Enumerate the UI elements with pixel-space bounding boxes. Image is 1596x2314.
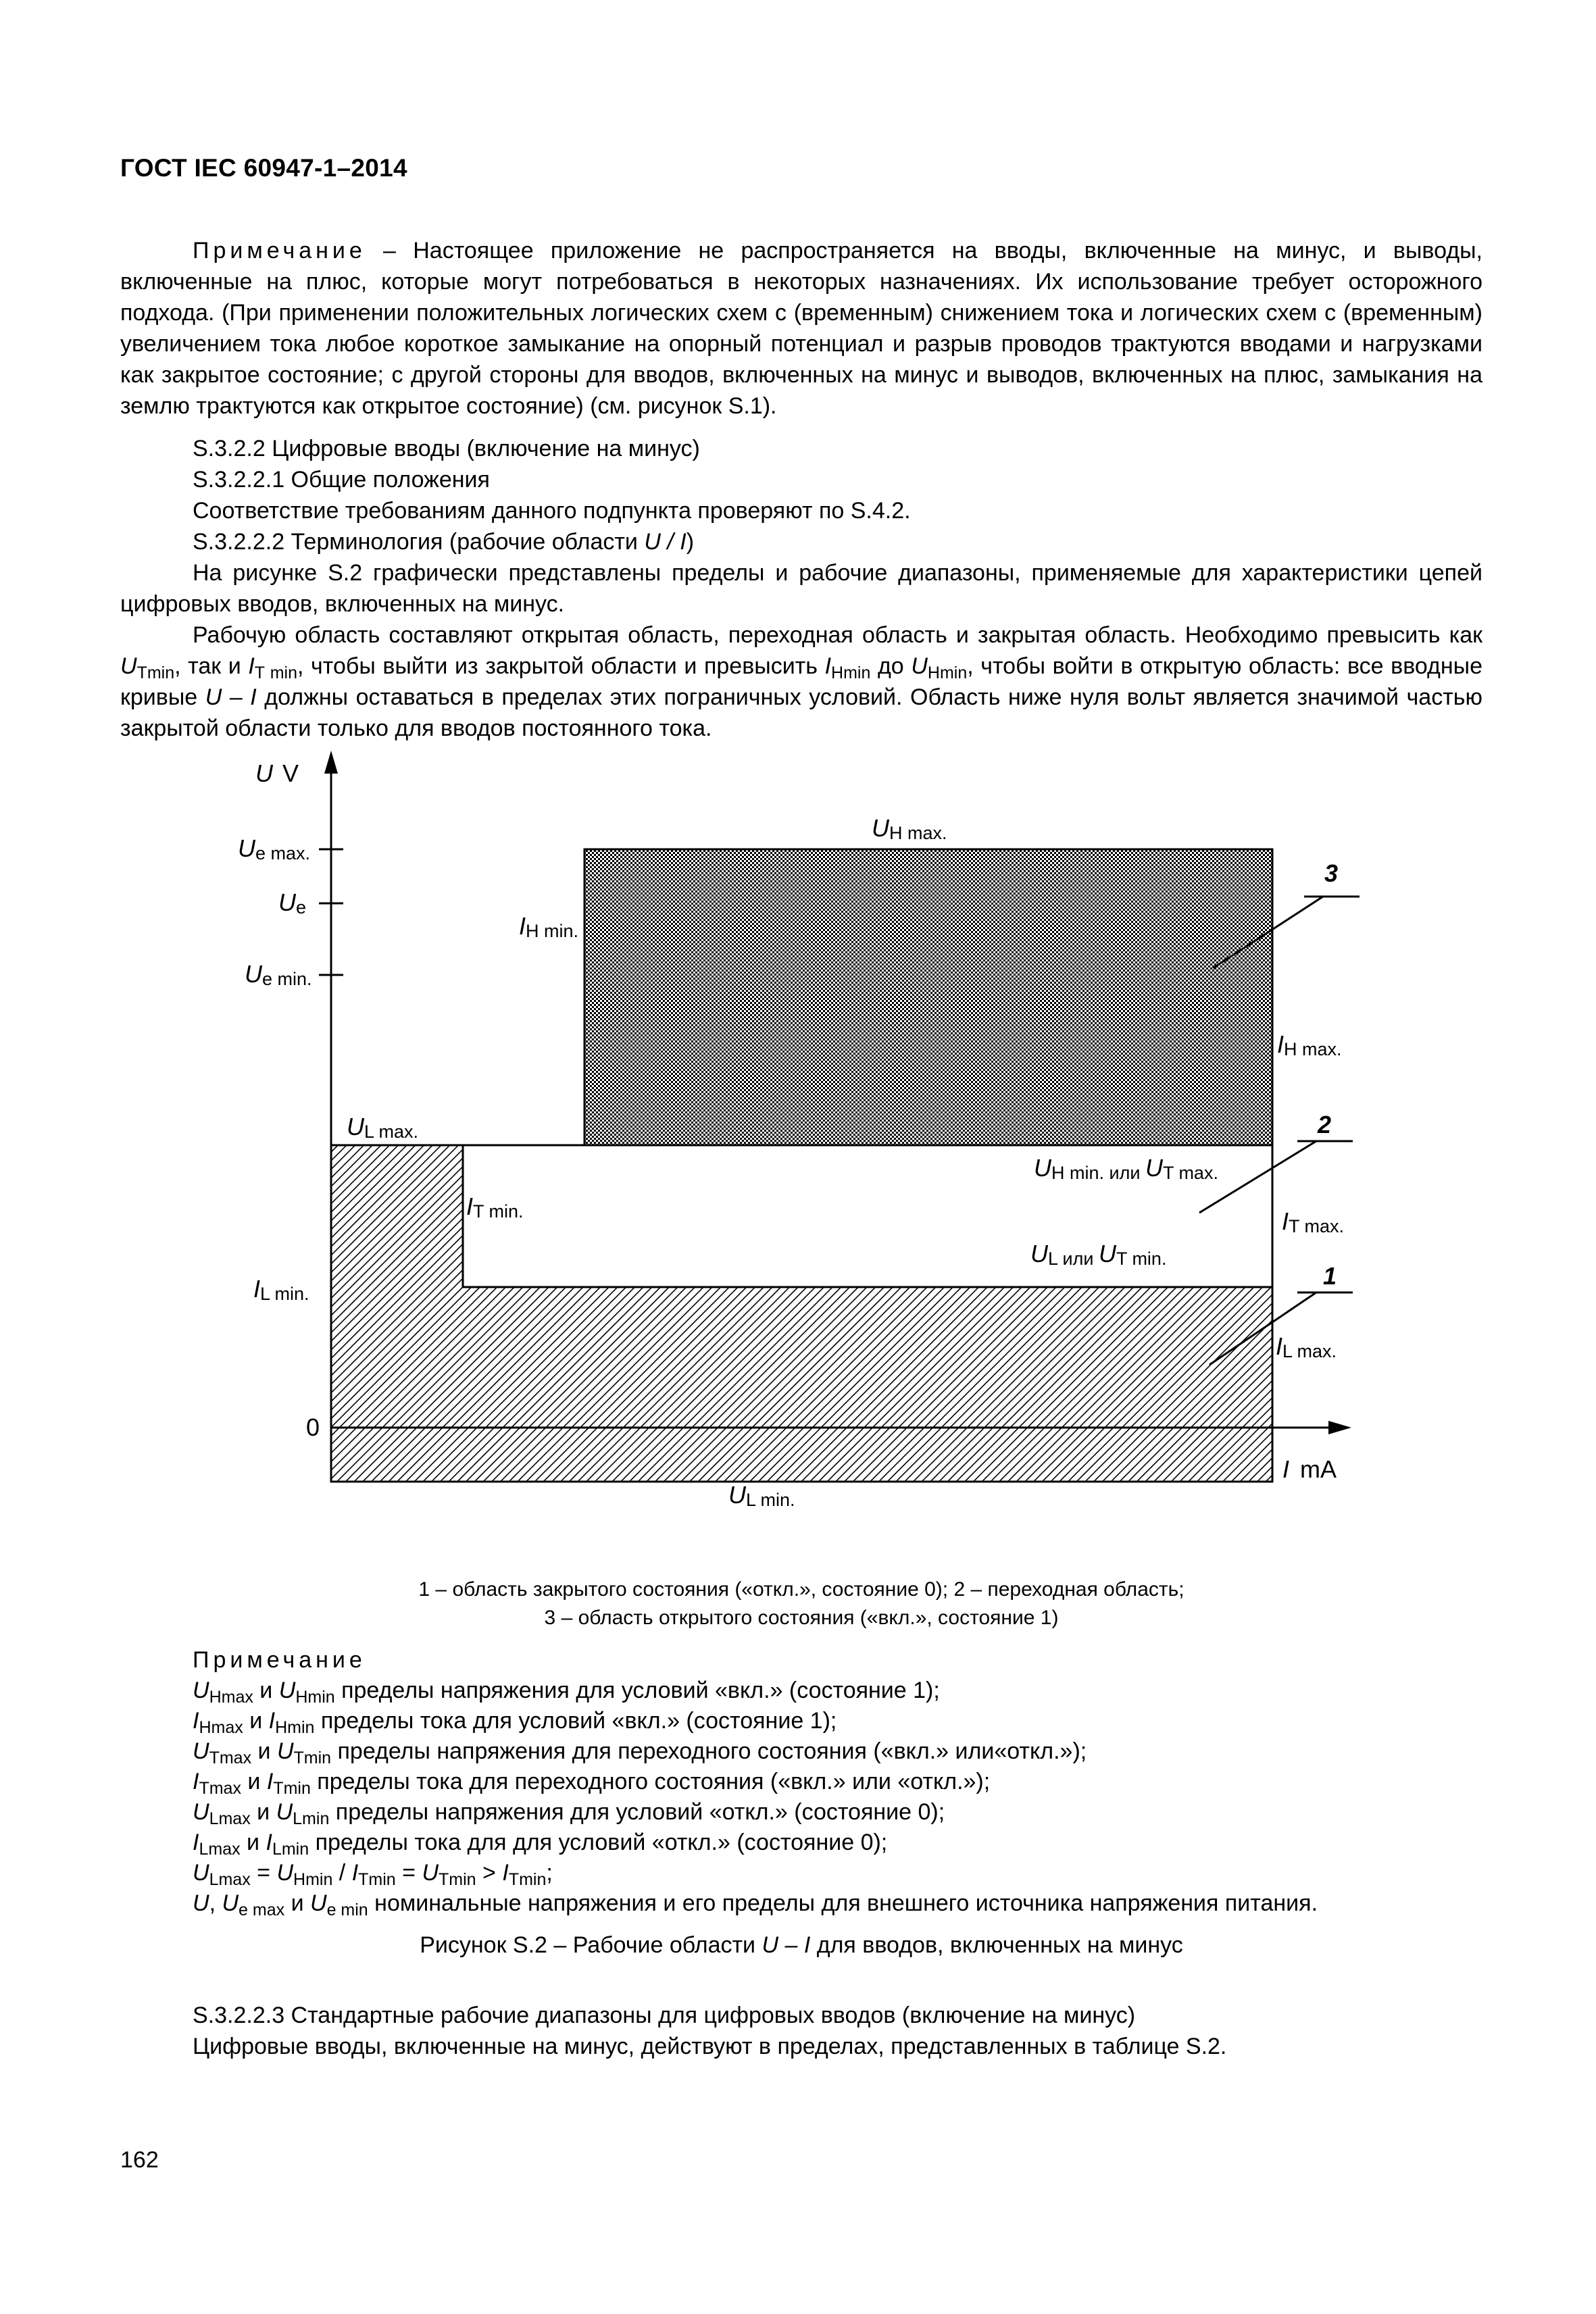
closing-paragraph: Цифровые вводы, включенные на минус, действуют в пределах, представленных в таблице S.2. bbox=[193, 2034, 1227, 2059]
closing-section bbox=[120, 2000, 1482, 2062]
paragraph-regions: Рабочую область составляют открытая область, переходная область и закрытая область. Необходимо превысить как $U_{Tmin}$, так и $I_{T min}$, чтобы выйти из закрытой области и превысить $I_{Hmin}$ до $U_{Hmin}$, чтобы войти в открытую область: все вводные кривые U – I должны оставаться в пределах этих пограничных условий. Область ниже нуля вольт является значимой частью закрытой области только для вводов постоянного тока. bbox=[120, 622, 1482, 741]
label-uh-min-or-ut-max: UH min. или UT max. bbox=[1034, 1154, 1218, 1183]
note-line-5: $U_{Lmax}$ и $U_{Lmin}$ пределы напряжения для условий «откл.» (состояние 0); bbox=[193, 1799, 945, 1828]
label-ue-min: Ue min. bbox=[245, 960, 312, 989]
region-number-3: 3 bbox=[1324, 859, 1339, 887]
section-heading-s32223: S.3.2.2.3 Стандартные рабочие диапазоны для цифровых вводов (включение на минус) bbox=[193, 2003, 1136, 2028]
label-ue-max: Ue max. bbox=[238, 834, 311, 863]
label-uh-max: UH max. bbox=[872, 814, 947, 843]
label-it-max: IT max. bbox=[1282, 1207, 1345, 1236]
legend-line-1: 1 – область закрытого состояния («откл.», состояние 0); 2 – переходная область; bbox=[418, 1578, 1184, 1601]
note-line-2: $I_{Hmax}$ и $I_{Hmin}$ пределы тока для условий «вкл.» (состояние 1); bbox=[193, 1708, 837, 1737]
note-line-8: U, $U_{e max}$ и $U_{e min}$ номинальные напряжения и его пределы для внешнего источника напряжения питания. bbox=[193, 1890, 1318, 1919]
page-number: 162 bbox=[120, 2147, 159, 2173]
label-il-min: IL min. bbox=[253, 1275, 309, 1304]
note-label: Примечание bbox=[193, 238, 366, 263]
label-it-min: IT min. bbox=[466, 1192, 524, 1222]
note-line-3: $U_{Tmax}$ и $U_{Tmin}$ пределы напряжения для переходного состояния («вкл.» или«откл.»); bbox=[193, 1738, 1087, 1767]
region-open-state bbox=[584, 849, 1272, 1145]
section-heading-s3222: S.3.2.2 Цифровые вводы (включение на минус) bbox=[193, 436, 700, 461]
compliance-text: Соответствие требованиям данного подпункта проверяют по S.4.2. bbox=[193, 498, 911, 524]
label-zero: 0 bbox=[306, 1413, 320, 1441]
label-ul-min: UL min. bbox=[728, 1481, 795, 1510]
note-text: – Настоящее приложение не распространяется на вводы, включенные на минус, и выводы, включенные на плюс, которые могут потребоваться в некоторых назначениях. Их использование требует осторожного подхода. (При применении положительных логических схем с (временным) снижением тока и логических схем с (временным) увеличением тока любое короткое замыкание на опорный потенциал и разрыв проводов трактуются вводами и нагрузками как закрытое состояние; с другой стороны для вводов, включенных на минус и выводов, включенных на плюс, замыкания на землю трактуются как открытое состояние) (см. рисунок S.1). bbox=[120, 238, 1482, 419]
label-ih-min: IH min. bbox=[519, 912, 579, 941]
figure-title: Рисунок S.2 – Рабочие области U – I для вводов, включенных на минус bbox=[420, 1932, 1183, 1958]
label-il-max: IL max. bbox=[1276, 1332, 1337, 1361]
ui-operating-regions-diagram bbox=[203, 747, 1372, 1540]
figure-notes bbox=[193, 1645, 1318, 1919]
section-heading-s32221: S.3.2.2.1 Общие положения bbox=[193, 467, 490, 493]
region-number-1: 1 bbox=[1323, 1262, 1337, 1290]
note-line-7: $U_{Lmax} = U_{Hmin} / I_{Tmin} = U_{Tmin} > I_{Tmin}$; bbox=[193, 1860, 553, 1889]
note-line-4: $I_{Tmax}$ и $I_{Tmin}$ пределы тока для переходного состояния («вкл.» или «откл.»); bbox=[193, 1769, 991, 1798]
legend-line-2: 3 – область открытого состояния («вкл.», состояние 1) bbox=[544, 1607, 1059, 1629]
x-axis-arrow bbox=[1328, 1421, 1351, 1434]
intro-note bbox=[120, 235, 1482, 422]
label-ul-max: UL max. bbox=[347, 1113, 419, 1142]
label-ul-or-ut-min: UL или UT min. bbox=[1030, 1240, 1167, 1269]
section-body bbox=[120, 433, 1482, 744]
paragraph-figure-ref: На рисунке S.2 графически представлены пределы и рабочие диапазоны, применяемые для характеристики цепей цифровых вводов, включенных на минус. bbox=[120, 560, 1482, 617]
figure-legend bbox=[120, 1576, 1482, 1632]
section-heading-s32222: S.3.2.2.2 Терминология (рабочие области U / I) bbox=[193, 529, 695, 555]
note-line-6: $I_{Lmax}$ и $I_{Lmin}$ пределы тока для для условий «откл.» (состояние 0); bbox=[193, 1830, 888, 1859]
document-header: ГОСТ IEC 60947-1–2014 bbox=[120, 154, 407, 182]
x-axis-label: I mA bbox=[1282, 1455, 1337, 1483]
y-axis-arrow bbox=[324, 751, 338, 774]
y-axis-label: U V bbox=[255, 759, 299, 787]
label-ue: Ue bbox=[278, 888, 307, 917]
notes-title: Примечание bbox=[193, 1647, 366, 1673]
note-line-1: $U_{Hmax}$ и $U_{Hmin}$ пределы напряжения для условий «вкл.» (состояние 1); bbox=[193, 1678, 940, 1707]
region-number-2: 2 bbox=[1318, 1111, 1332, 1138]
label-ih-max: IH max. bbox=[1277, 1030, 1342, 1059]
